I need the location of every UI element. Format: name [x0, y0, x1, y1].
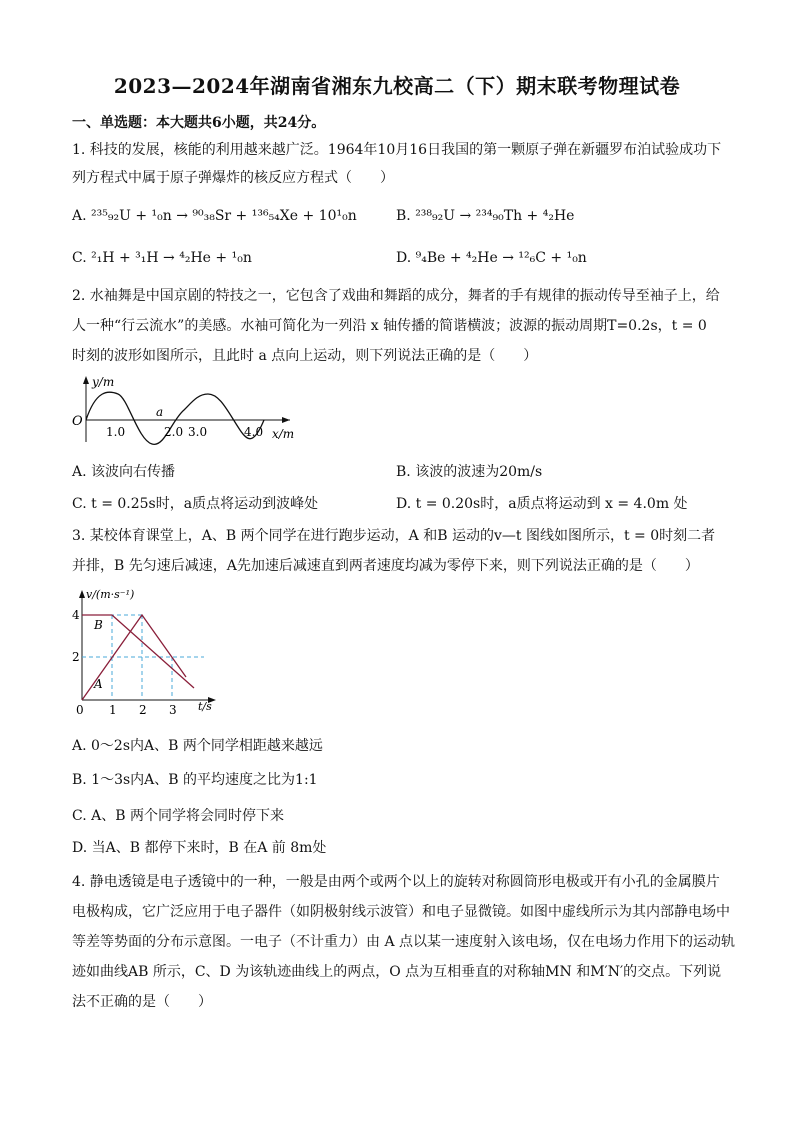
x-tick-3: 3.0: [188, 425, 208, 439]
origin-0: 0: [76, 703, 84, 717]
origin-label: O: [72, 414, 83, 429]
q4-line2: 电极构成，它广泛应用于电子器件（如阴极射线示波管）和电子显微镜。如图中虚线所示为其内部静电场中: [72, 904, 730, 920]
q3-option-b: B. 1～3s内A、B 的平均速度之比为1:1: [72, 772, 318, 788]
q3-option-d: D. 当A、B 都停下来时，B 在A 前 8m处: [72, 840, 327, 856]
q1-option-a: A. ²³⁵₉₂U + ¹₀n → ⁹⁰₃₈Sr + ¹³⁶₅₄Xe + 10¹₀n: [72, 208, 357, 224]
wave-figure: [68, 372, 308, 448]
x-tick-2: 2.0: [164, 425, 184, 439]
t-axis-label: t/s: [198, 700, 212, 713]
q2-option-c: C. t = 0.25s时，a质点将运动到波峰处: [72, 496, 319, 512]
q4-line4: 迹如曲线AB 所示，C、D 为该轨迹曲线上的两点，O 点为互相垂直的对称轴MN 和M′N′的交点。下列说: [72, 964, 722, 980]
series-b-label: B: [94, 618, 103, 632]
x-tick-1: 1.0: [106, 425, 126, 439]
q3-line2: 并排，B 先匀速后减速，A先加速后减速直到两者速度均减为零停下来，则下列说法正确的是（ ）: [72, 558, 699, 574]
vt-graph-figure: [64, 584, 224, 720]
q1-line2: 列方程式中属于原子弹爆炸的核反应方程式（ ）: [72, 170, 394, 186]
point-a-label: a: [156, 405, 164, 419]
v-tick-2: 2: [72, 650, 80, 664]
q4-line3: 等差等势面的分布示意图。一电子（不计重力）由 A 点以某一速度射入该电场，仅在电场力作用下的运动轨: [72, 934, 736, 950]
v-axis-label: v/(m·s⁻¹): [86, 588, 135, 601]
q2-option-d: D. t = 0.20s时，a质点将运动到 x = 4.0m 处: [396, 496, 688, 512]
t-tick-3: 3: [169, 703, 177, 717]
q2-line3: 时刻的波形如图所示，且此时 a 点向上运动，则下列说法正确的是（ ）: [72, 348, 538, 364]
section-heading: 一、单选题：本大题共6小题，共24分。: [72, 115, 326, 131]
x-tick-4: 4.0: [244, 425, 264, 439]
q2-line1: 2. 水袖舞是中国京剧的特技之一，它包含了戏曲和舞蹈的成分，舞者的手有规律的振动传导至袖子上，给: [72, 288, 720, 304]
q1-option-c: C. ²₁H + ³₁H → ⁴₂He + ¹₀n: [72, 250, 252, 266]
q1-option-d: D. ⁹₄Be + ⁴₂He → ¹²₆C + ¹₀n: [396, 250, 587, 266]
q2-line2: 人一种“行云流水”的美感。水袖可简化为一列沿 x 轴传播的简谐横波；波源的振动周期T=0.2s，t = 0: [72, 318, 707, 334]
series-a-label: A: [94, 677, 103, 691]
q3-option-c: C. A、B 两个同学将会同时停下来: [72, 808, 284, 824]
y-axis-label: y/m: [92, 375, 115, 389]
q1-line1: 1. 科技的发展，核能的利用越来越广泛。1964年10月16日我国的第一颗原子弹在新疆罗布泊试验成功下: [72, 142, 722, 158]
page-title: 2023—2024年湖南省湘东九校高二（下）期末联考物理试卷: [113, 74, 681, 98]
y-axis-arrow: [83, 376, 89, 384]
x-axis-label: x/m: [272, 427, 295, 441]
t-tick-1: 1: [109, 703, 117, 717]
q4-line1: 4. 静电透镜是电子透镜中的一种，一般是由两个或两个以上的旋转对称圆筒形电极或开有小孔的金属膜片: [72, 874, 720, 890]
q4-line5: 法不正确的是（ ）: [72, 994, 212, 1010]
q2-option-b: B. 该波的波速为20m/s: [396, 464, 543, 480]
x-axis-arrow: [282, 417, 290, 423]
q3-option-a: A. 0～2s内A、B 两个同学相距越来越远: [72, 738, 323, 754]
t-tick-2: 2: [139, 703, 147, 717]
v-tick-4: 4: [72, 608, 80, 622]
q2-option-a: A. 该波向右传播: [72, 464, 176, 480]
v-axis-arrow: [79, 590, 85, 598]
q3-line1: 3. 某校体育课堂上，A、B 两个同学在进行跑步运动，A 和B 运动的v—t 图线如图所示，t = 0时刻二者: [72, 528, 716, 544]
q1-option-b: B. ²³⁸₉₂U → ²³⁴₉₀Th + ⁴₂He: [396, 208, 575, 224]
